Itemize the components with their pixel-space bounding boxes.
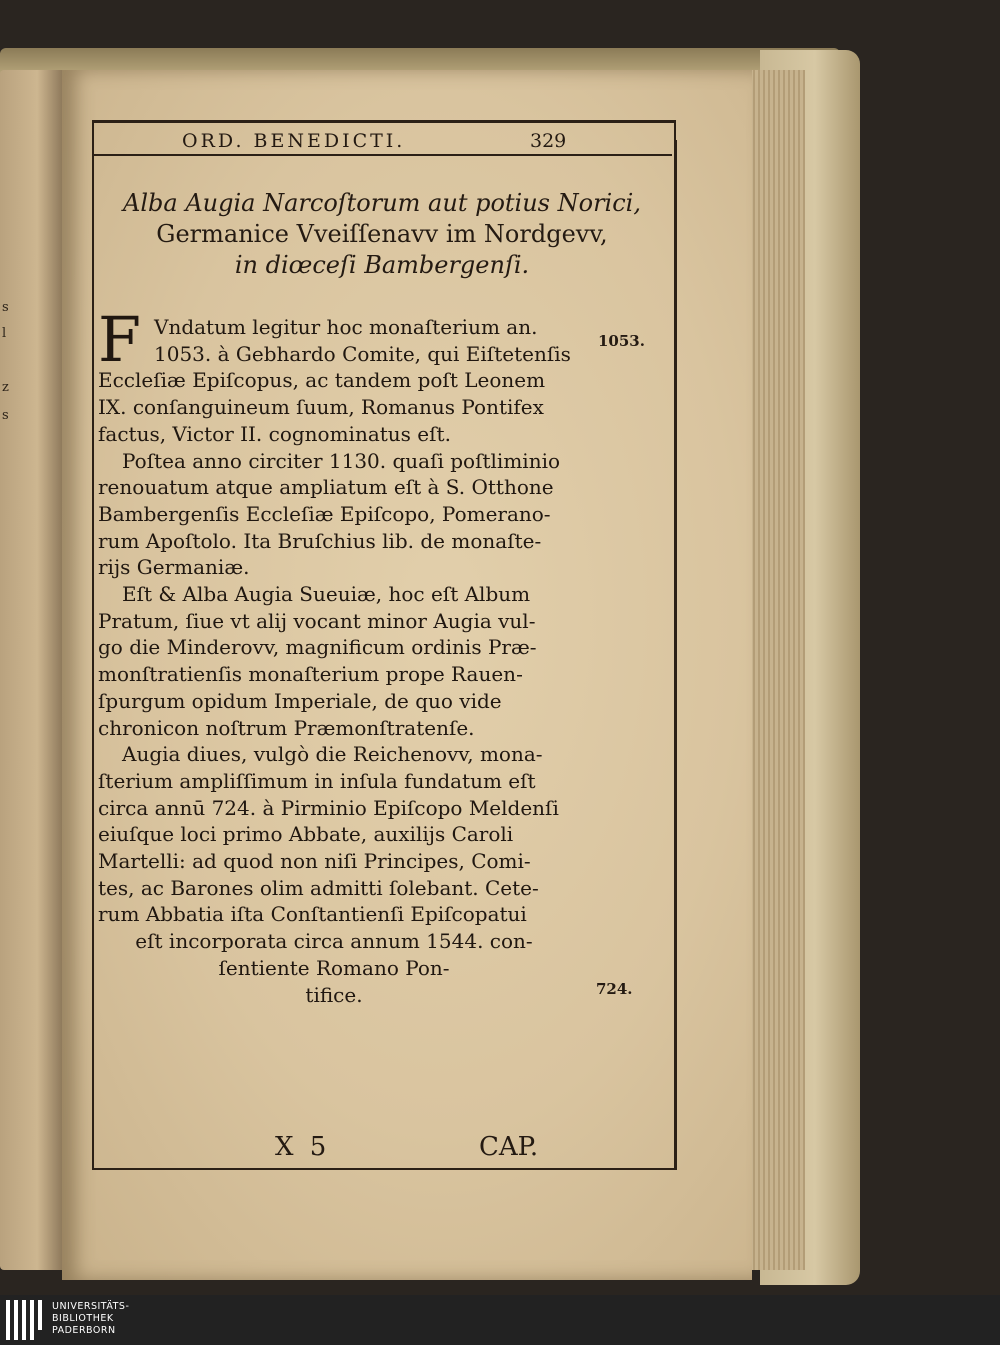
- text-line: eiuſque loci primo Abbate, auxilijs Caroli: [98, 822, 514, 847]
- text-line: rijs Germaniæ.: [98, 555, 250, 580]
- library-footer: [0, 1295, 1000, 1345]
- drop-cap: F: [98, 303, 142, 376]
- text-line: eſt incorporata circa annum 1544. con-: [135, 929, 533, 954]
- title-line: in diœceſi Bambergenſi.: [234, 251, 530, 279]
- running-head: ORD. BENEDICTI.: [182, 130, 406, 152]
- title-line: Germanice Vveiſſenavv im Nordgevv,: [156, 220, 608, 248]
- text-line: 1053. à Gebhardo Comite, qui Eiſtetenſis: [154, 341, 571, 366]
- text-line: Bambergenſis Eccleſiæ Epiſcopo, Pomerano-: [98, 501, 551, 526]
- text-line: rum Apoſtolo. Ita Bruſchius lib. de monaſte-: [98, 528, 542, 553]
- margin-note: 1053.: [598, 332, 645, 350]
- text-line: factus, Victor II. cognominatus eſt.: [98, 421, 451, 446]
- margin-note: 724.: [596, 980, 633, 998]
- text-line: Eccleſiæ Epiſcopus, ac tandem poſt Leonem: [98, 368, 546, 393]
- text-line: ſpurgum opidum Imperiale, de quo vide: [98, 688, 502, 713]
- text-line: IX. conſanguineum ſuum, Romanus Pontifex: [98, 395, 544, 420]
- left-page-fragment: [0, 70, 62, 1270]
- frame-right-rule: [675, 140, 677, 1170]
- text-line: monſtratienſis monaſterium prope Rauen-: [98, 662, 523, 687]
- logo-line: BIBLIOTHEK: [52, 1313, 114, 1324]
- title-line: Alba Augia Narcoſtorum aut potius Norici,: [123, 189, 641, 217]
- text-line: renouatum atque ampliatum eſt à S. Otthone: [98, 475, 554, 500]
- text-line: circa annū 724. à Pirminio Epiſcopo Meldenſi: [98, 795, 559, 820]
- recto-page: [62, 70, 752, 1280]
- logo-line: PADERBORN: [52, 1325, 116, 1336]
- logo-line: UNIVERSITÄTS-: [52, 1301, 130, 1312]
- text-line: Vndatum legitur hoc monaſterium an.: [154, 315, 538, 339]
- text-line: Eſt & Alba Augia Sueuiæ, hoc eſt Album: [122, 582, 531, 607]
- text-line: go die Minderovv, magnificum ordinis Præ-: [98, 635, 537, 660]
- header-rule: [92, 154, 672, 156]
- library-logo-text: [52, 1301, 129, 1337]
- text-line: Martelli: ad quod non niſi Principes, Comi-: [98, 849, 531, 874]
- text-line: chronicon noſtrum Præmonſtratenſe.: [98, 715, 475, 740]
- text-line: tifice.: [305, 982, 363, 1007]
- catchword: CAP.: [479, 1132, 539, 1162]
- body-text: [98, 314, 570, 1008]
- signature-mark: X 5: [275, 1132, 331, 1162]
- text-line: rum Abbatia iſta Conſtantienſi Epiſcopatui: [98, 902, 527, 927]
- text-line: ſentiente Romano Pon-: [218, 955, 450, 980]
- section-title: [92, 188, 672, 281]
- page-edges: [745, 70, 805, 1270]
- left-page-margin: s l z s: [2, 300, 9, 423]
- text-line: Pratum, ſiue vt alij vocant minor Augia vul-: [98, 608, 536, 633]
- page-number: 329: [530, 130, 567, 152]
- text-line: Augia diues, vulgò die Reichenovv, mona-: [122, 742, 543, 767]
- text-line: ſterium ampliſſimum in inſula fundatum eſt: [98, 768, 536, 793]
- library-logo-icon: [6, 1300, 46, 1340]
- text-line: Poſtea anno circiter 1130. quaſi poſtliminio: [122, 448, 561, 473]
- text-line: tes, ac Barones olim admitti ſolebant. Cete-: [98, 875, 539, 900]
